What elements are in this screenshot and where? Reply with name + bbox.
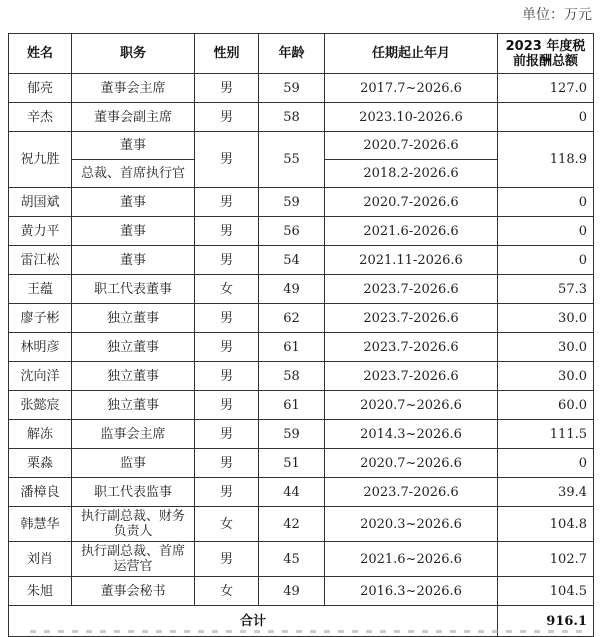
total-compensation: 916.1 (498, 606, 594, 637)
cell-gender: 女 (195, 577, 259, 606)
cell-term: 2017.7~2026.6 (325, 74, 498, 103)
cell-gender: 男 (195, 362, 259, 391)
cell-position: 监事 (72, 449, 195, 478)
cell-gender: 女 (195, 507, 259, 542)
cell-position: 董事 (72, 132, 195, 160)
cell-position: 董事 (72, 217, 195, 246)
cell-name: 朱旭 (9, 577, 72, 606)
cell-age: 59 (259, 420, 325, 449)
cell-term: 2020.7-2026.6 (325, 132, 498, 160)
cell-term: 2014.3~2026.6 (325, 420, 498, 449)
cell-term: 2021.6-2026.6 (325, 217, 498, 246)
cell-compensation: 104.8 (498, 507, 594, 542)
table-row (9, 577, 594, 606)
table-row (9, 362, 594, 391)
cell-position: 执行副总裁、首席运营官 (72, 542, 195, 577)
cell-compensation: 0 (498, 449, 594, 478)
cell-position: 职工代表董事 (72, 275, 195, 304)
cell-age: 54 (259, 246, 325, 275)
table-row (9, 478, 594, 507)
cell-name: 潘樟良 (9, 478, 72, 507)
unit-label: 单位：万元 (522, 7, 592, 23)
cell-name: 张懿宸 (9, 391, 72, 420)
cell-term: 2021.11-2026.6 (325, 246, 498, 275)
table-row (9, 217, 594, 246)
cell-compensation: 30.0 (498, 362, 594, 391)
header-compensation: 2023 年度税前报酬总额 (498, 34, 594, 74)
cell-term: 2023.7-2026.6 (325, 275, 498, 304)
cell-term: 2023.7-2026.6 (325, 304, 498, 333)
cell-name: 廖子彬 (9, 304, 72, 333)
cell-compensation: 0 (498, 103, 594, 132)
cell-term: 2020.7-2026.6 (325, 188, 498, 217)
cell-age: 62 (259, 304, 325, 333)
cell-term: 2023.7-2026.6 (325, 362, 498, 391)
cell-age: 44 (259, 478, 325, 507)
cell-age: 58 (259, 103, 325, 132)
cell-gender: 男 (195, 188, 259, 217)
cell-position: 董事会副主席 (72, 103, 195, 132)
cell-compensation: 111.5 (498, 420, 594, 449)
cell-compensation: 39.4 (498, 478, 594, 507)
cell-position: 董事会主席 (72, 74, 195, 103)
executive-compensation-table (8, 33, 594, 637)
table-row (9, 275, 594, 304)
cell-compensation: 0 (498, 217, 594, 246)
cell-term: 2020.7~2026.6 (325, 449, 498, 478)
cell-gender: 男 (195, 478, 259, 507)
cell-position: 独立董事 (72, 333, 195, 362)
cell-name: 黄力平 (9, 217, 72, 246)
table-row (9, 507, 594, 542)
cell-age: 61 (259, 333, 325, 362)
cell-name: 祝九胜 (9, 132, 72, 188)
cell-name: 刘肖 (9, 542, 72, 577)
cell-gender: 男 (195, 132, 259, 188)
cell-name: 栗淼 (9, 449, 72, 478)
table-row (9, 103, 594, 132)
cell-position: 执行副总裁、财务负责人 (72, 507, 195, 542)
cell-compensation: 57.3 (498, 275, 594, 304)
cell-compensation: 102.7 (498, 542, 594, 577)
cell-gender: 男 (195, 246, 259, 275)
header-gender: 性别 (195, 34, 259, 74)
cell-gender: 男 (195, 217, 259, 246)
cell-term: 2021.6~2026.6 (325, 542, 498, 577)
cell-gender: 男 (195, 74, 259, 103)
cell-compensation: 118.9 (498, 132, 594, 188)
cell-name: 韩慧华 (9, 507, 72, 542)
cell-name: 郁亮 (9, 74, 72, 103)
table-row (9, 74, 594, 103)
table-row (9, 246, 594, 275)
cell-name: 林明彦 (9, 333, 72, 362)
table-row (9, 188, 594, 217)
cell-age: 61 (259, 391, 325, 420)
cell-gender: 男 (195, 304, 259, 333)
table-row (9, 391, 594, 420)
header-term: 任期起止年月 (325, 34, 498, 74)
cell-term-secondary: 2018.2-2026.6 (325, 160, 498, 188)
cell-name: 辛杰 (9, 103, 72, 132)
cell-gender: 男 (195, 542, 259, 577)
table-row (9, 304, 594, 333)
header-age: 年龄 (259, 34, 325, 74)
cell-age: 59 (259, 188, 325, 217)
header-position: 职务 (72, 34, 195, 74)
cell-compensation: 30.0 (498, 304, 594, 333)
cell-age: 59 (259, 74, 325, 103)
cell-age: 55 (259, 132, 325, 188)
cell-term: 2023.7-2026.6 (325, 478, 498, 507)
cell-term: 2020.3~2026.6 (325, 507, 498, 542)
cell-term: 2016.3~2026.6 (325, 577, 498, 606)
cell-position: 独立董事 (72, 304, 195, 333)
table-row (9, 420, 594, 449)
cell-age: 56 (259, 217, 325, 246)
cell-gender: 男 (195, 449, 259, 478)
cell-position: 监事会主席 (72, 420, 195, 449)
table-row (9, 449, 594, 478)
cell-compensation: 0 (498, 246, 594, 275)
cell-term: 2023.7-2026.6 (325, 333, 498, 362)
cell-compensation: 60.0 (498, 391, 594, 420)
cell-position: 董事会秘书 (72, 577, 195, 606)
table-row (9, 333, 594, 362)
cell-gender: 女 (195, 275, 259, 304)
cell-gender: 男 (195, 420, 259, 449)
cell-name: 沈向洋 (9, 362, 72, 391)
table-header-row (9, 34, 594, 74)
cell-age: 51 (259, 449, 325, 478)
cell-compensation: 0 (498, 188, 594, 217)
cell-age: 49 (259, 275, 325, 304)
cell-position: 独立董事 (72, 362, 195, 391)
cell-name: 胡国斌 (9, 188, 72, 217)
cell-position: 独立董事 (72, 391, 195, 420)
cell-position: 董事 (72, 246, 195, 275)
cell-position: 董事 (72, 188, 195, 217)
cell-age: 49 (259, 577, 325, 606)
cell-term: 2023.10-2026.6 (325, 103, 498, 132)
cell-compensation: 104.5 (498, 577, 594, 606)
cell-gender: 男 (195, 391, 259, 420)
cell-compensation: 30.0 (498, 333, 594, 362)
cell-term: 2020.7~2026.6 (325, 391, 498, 420)
cell-age: 58 (259, 362, 325, 391)
cell-name: 解冻 (9, 420, 72, 449)
total-label: 合计 (9, 606, 498, 637)
cell-compensation: 127.0 (498, 74, 594, 103)
cell-age: 45 (259, 542, 325, 577)
cell-gender: 男 (195, 103, 259, 132)
cell-position: 职工代表监事 (72, 478, 195, 507)
cell-position-secondary: 总裁、首席执行官 (72, 160, 195, 188)
cell-gender: 男 (195, 333, 259, 362)
table-row (9, 132, 594, 160)
cell-name: 雷江松 (9, 246, 72, 275)
table-row (9, 542, 594, 577)
cell-name: 王蕴 (9, 275, 72, 304)
header-name: 姓名 (9, 34, 72, 74)
cell-age: 42 (259, 507, 325, 542)
